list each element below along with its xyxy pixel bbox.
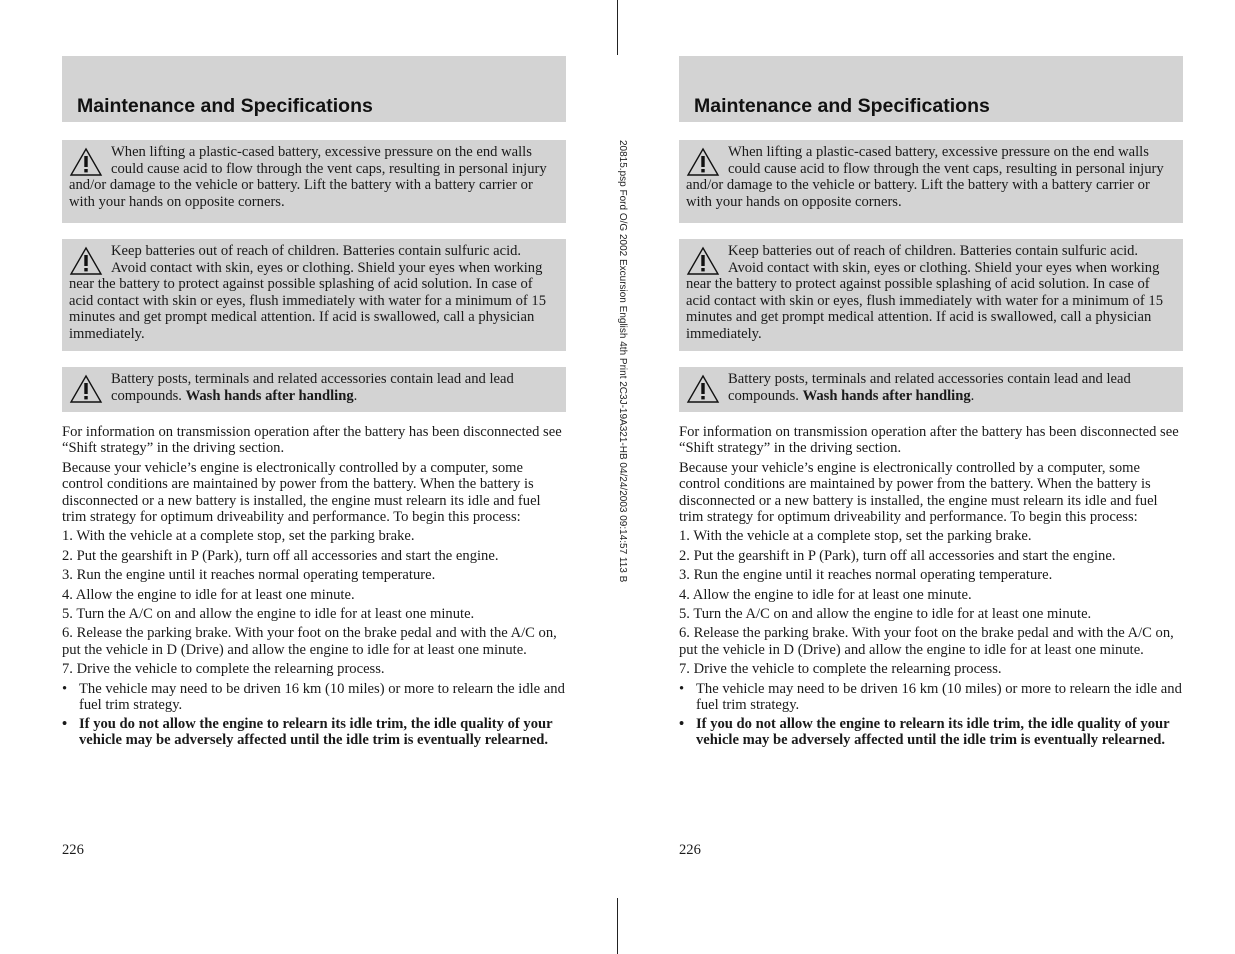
warning-triangle-icon	[69, 147, 105, 177]
step-item: 6. Release the parking brake. With your foot on the brake pedal and with the A/C on, put the vehicle in D (Drive) and allow the engine to idle for at least one minute.	[62, 625, 557, 658]
section-title: Maintenance and Specifications	[694, 95, 990, 117]
step-item: 7. Drive the vehicle to complete the relearning process.	[62, 661, 385, 678]
page-left	[62, 56, 566, 858]
bullet-item-bold	[62, 716, 566, 749]
warning-text: Keep batteries out of reach of children. Batteries contain sulfuric acid. Avoid contact with skin, eyes or clothing. Shield your eyes when working near the battery to protect against possible splashing of acid solution. In case of acid contact with skin or eyes, flush immediately with water for a minimum of 15 minutes and get prompt medical attention. If acid is swallowed, call a physician immediately.	[69, 243, 547, 342]
step-item: 1. With the vehicle at a complete stop, set the parking brake.	[679, 528, 1032, 545]
warning-triangle-icon	[686, 374, 722, 404]
step-item: 4. Allow the engine to idle for at least one minute.	[62, 586, 355, 603]
warning-text-end: .	[970, 387, 975, 404]
bullet-item-bold	[679, 716, 1183, 749]
warning-triangle-icon	[686, 246, 722, 276]
warning-triangle-icon	[686, 147, 722, 177]
crop-mark-top	[617, 0, 618, 55]
bullet-symbol: •	[62, 715, 68, 732]
warning-text-bold: Wash hands after handling	[802, 387, 971, 404]
step-item: 1. With the vehicle at a complete stop, set the parking brake.	[62, 528, 415, 545]
page-number: 226	[62, 842, 84, 858]
warning-text: When lifting a plastic-cased battery, excessive pressure on the end walls could cause acid to flow through the vent caps, resulting in personal injury and/or damage to the vehicle or battery. Lift the battery with a battery carrier or with your hands on opposite corners.	[69, 144, 547, 210]
warning-box-lead	[679, 367, 1183, 412]
crop-mark-bottom	[617, 898, 618, 954]
bullet-symbol: •	[62, 680, 68, 697]
warning-box-lifting	[62, 140, 566, 223]
paragraph-computer: Because your vehicle’s engine is electronically controlled by a computer, some control conditions are maintained by power from the battery. When the battery is disconnected or a new battery is installed, the engine must relearn its idle and fuel trim strategy for optimum driveability and performance. To begin this process:	[62, 459, 541, 526]
warning-text-bold: Wash hands after handling	[185, 387, 354, 404]
page-number: 226	[679, 842, 701, 858]
warning-box-lead	[62, 367, 566, 412]
section-title: Maintenance and Specifications	[77, 95, 373, 117]
warning-text: Battery posts, terminals and related accessories contain lead and lead compounds.	[111, 371, 514, 404]
warning-text: Keep batteries out of reach of children. Batteries contain sulfuric acid. Avoid contact with skin, eyes or clothing. Shield your eyes when working near the battery to protect against possible splashing of acid solution. In case of acid contact with skin or eyes, flush immediately with water for a minimum of 15 minutes and get prompt medical attention. If acid is swallowed, call a physician immediately.	[686, 243, 1164, 342]
warning-box-acid	[679, 239, 1183, 351]
step-item: 5. Turn the A/C on and allow the engine to idle for at least one minute.	[679, 606, 1092, 623]
step-item: 3. Run the engine until it reaches normal operating temperature.	[62, 567, 436, 584]
section-header	[62, 56, 566, 122]
step-item: 2. Put the gearshift in P (Park), turn off all accessories and start the engine.	[679, 547, 1116, 564]
bullet-text: If you do not allow the engine to relearn its idle trim, the idle quality of your vehicle may be adversely affected until the idle trim is eventually relearned.	[79, 715, 553, 748]
bullet-item	[62, 681, 566, 714]
body-text	[679, 424, 1183, 748]
warning-box-acid	[62, 239, 566, 351]
step-item: 3. Run the engine until it reaches normal operating temperature.	[679, 567, 1053, 584]
bullet-text: The vehicle may need to be driven 16 km (10 miles) or more to relearn the idle and fuel trim strategy.	[79, 680, 565, 714]
step-item: 2. Put the gearshift in P (Park), turn off all accessories and start the engine.	[62, 547, 499, 564]
paragraph-transmission: For information on transmission operation after the battery has been disconnected see “Shift strategy” in the driving section.	[62, 424, 562, 457]
warning-text: When lifting a plastic-cased battery, excessive pressure on the end walls could cause acid to flow through the vent caps, resulting in personal injury and/or damage to the vehicle or battery. Lift the battery with a battery carrier or with your hands on opposite corners.	[686, 144, 1164, 210]
side-print-info: 20815.psp Ford O/G 2002 Excursion English 4th Print 2C3J-19A321-HB 04/24/2003 09:14:57 113 B	[617, 140, 628, 583]
section-header	[679, 56, 1183, 122]
warning-text-end: .	[353, 387, 358, 404]
bullet-item	[679, 681, 1183, 714]
warning-triangle-icon	[69, 246, 105, 276]
step-item: 6. Release the parking brake. With your foot on the brake pedal and with the A/C on, put the vehicle in D (Drive) and allow the engine to idle for at least one minute.	[679, 625, 1174, 658]
bullet-text: If you do not allow the engine to relearn its idle trim, the idle quality of your vehicle may be adversely affected until the idle trim is eventually relearned.	[696, 715, 1170, 748]
step-item: 4. Allow the engine to idle for at least one minute.	[679, 586, 972, 603]
page-right	[679, 56, 1183, 858]
body-text	[62, 424, 566, 748]
paragraph-transmission: For information on transmission operation after the battery has been disconnected see “Shift strategy” in the driving section.	[679, 424, 1179, 457]
bullet-text: The vehicle may need to be driven 16 km (10 miles) or more to relearn the idle and fuel trim strategy.	[696, 680, 1182, 714]
warning-triangle-icon	[69, 374, 105, 404]
bullet-symbol: •	[679, 680, 685, 697]
step-item: 5. Turn the A/C on and allow the engine to idle for at least one minute.	[62, 606, 475, 623]
bullet-symbol: •	[679, 715, 685, 732]
step-item: 7. Drive the vehicle to complete the relearning process.	[679, 661, 1002, 678]
warning-text: Battery posts, terminals and related accessories contain lead and lead compounds.	[728, 371, 1131, 404]
paragraph-computer: Because your vehicle’s engine is electronically controlled by a computer, some control conditions are maintained by power from the battery. When the battery is disconnected or a new battery is installed, the engine must relearn its idle and fuel trim strategy for optimum driveability and performance. To begin this process:	[679, 459, 1158, 526]
warning-box-lifting	[679, 140, 1183, 223]
